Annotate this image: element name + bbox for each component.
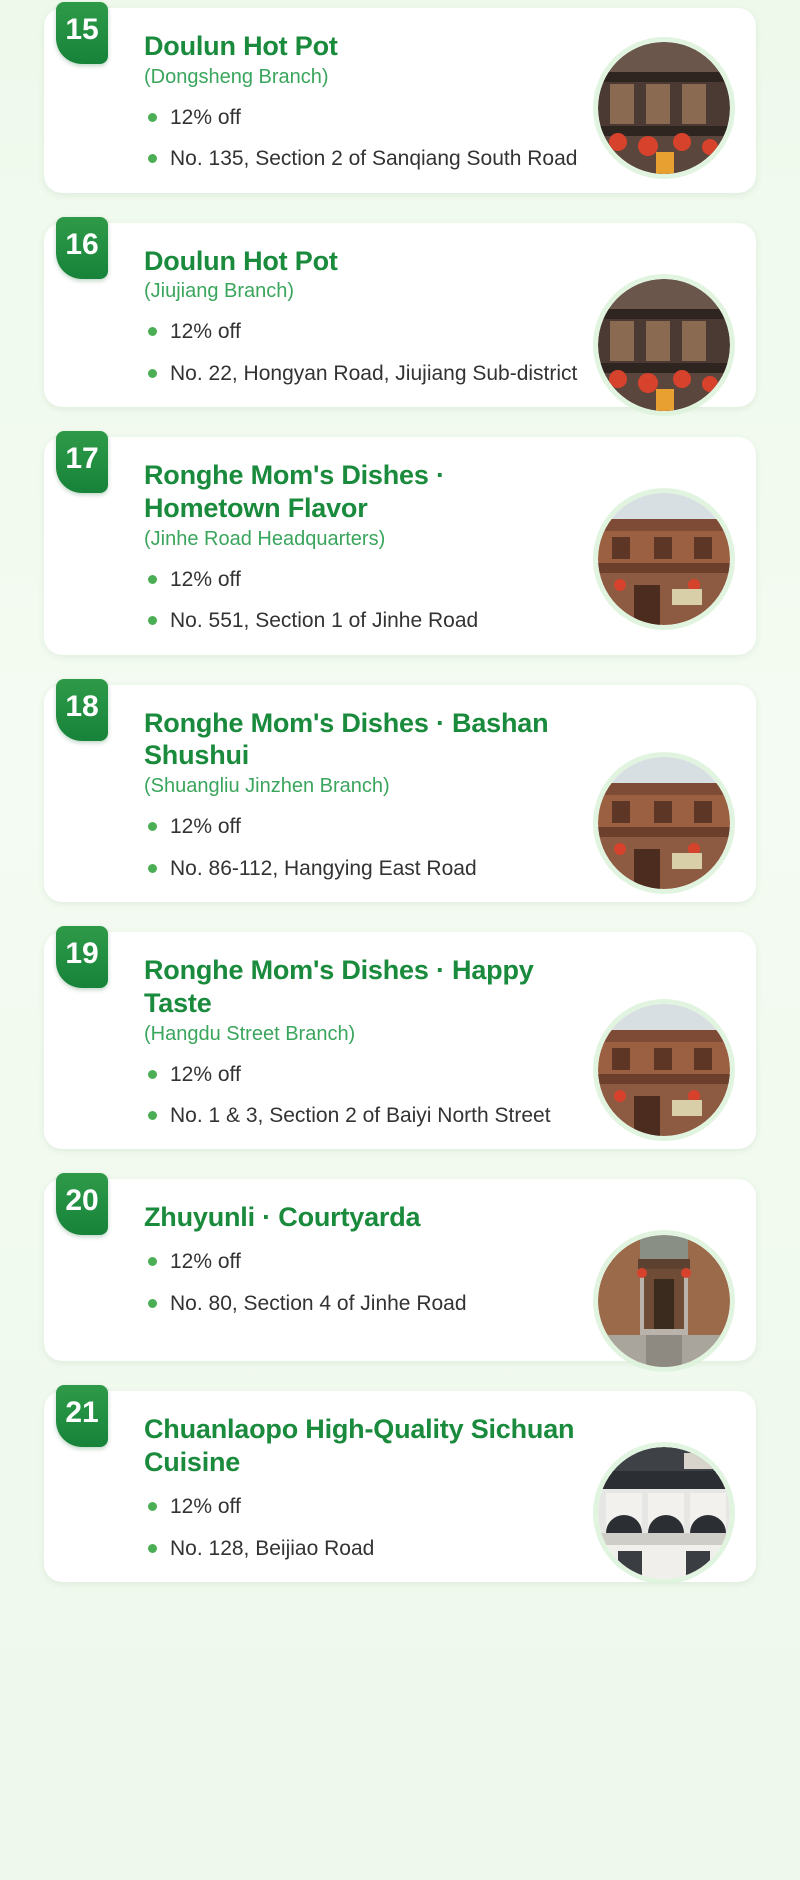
address-text: No. 551, Section 1 of Jinhe Road — [144, 607, 586, 634]
discount-text: 12% off — [144, 318, 586, 345]
discount-text: 12% off — [144, 1061, 586, 1088]
address-text: No. 128, Beijiao Road — [144, 1535, 586, 1562]
storefront-photo-chuanlaopo — [598, 1447, 730, 1579]
discount-text: 12% off — [144, 566, 586, 593]
merchant-card[interactable] — [44, 932, 756, 1149]
merchant-subtitle: (Dongsheng Branch) — [144, 65, 329, 88]
merchant-details — [144, 1248, 586, 1317]
address-text: No. 135, Section 2 of Sanqiang South Road — [144, 145, 586, 172]
address-text: No. 80, Section 4 of Jinhe Road — [144, 1290, 586, 1317]
merchant-subtitle: (Jiujiang Branch) — [144, 280, 295, 303]
merchant-title: Doulun Hot Pot — [144, 31, 338, 61]
merchant-title: Ronghe Mom's Dishes · Hometown Flavor — [144, 460, 445, 523]
rank-badge: 20 — [56, 1173, 108, 1235]
merchant-title: Ronghe Mom's Dishes · Happy Taste — [144, 955, 534, 1018]
storefront-photo-zhuyunli — [598, 1235, 730, 1367]
merchant-card[interactable] — [44, 437, 756, 654]
address-text: No. 22, Hongyan Road, Jiujiang Sub-district — [144, 360, 586, 387]
merchant-details — [144, 813, 586, 882]
address-text: No. 1 & 3, Section 2 of Baiyi North Street — [144, 1102, 586, 1129]
rank-badge: 16 — [56, 217, 108, 279]
discount-text: 12% off — [144, 104, 586, 131]
rank-badge: 15 — [56, 2, 108, 64]
discount-text: 12% off — [144, 1248, 586, 1275]
discount-text: 12% off — [144, 813, 586, 840]
rank-badge: 18 — [56, 679, 108, 741]
discount-text: 12% off — [144, 1493, 586, 1520]
merchant-card[interactable] — [44, 1179, 756, 1361]
merchant-card[interactable] — [44, 8, 756, 193]
address-text: No. 86-112, Hangying East Road — [144, 855, 586, 882]
merchant-title: Chuanlaopo High-Quality Sichuan Cuisine — [144, 1414, 575, 1478]
merchant-details — [144, 566, 586, 635]
merchant-details — [144, 104, 586, 173]
storefront-photo-ronghe-hangdu — [598, 1004, 730, 1136]
merchant-details — [144, 318, 586, 387]
merchant-details — [144, 1493, 586, 1562]
merchant-subtitle: (Shuangliu Jinzhen Branch) — [144, 775, 390, 798]
merchant-card[interactable] — [44, 223, 756, 408]
merchant-subtitle: (Jinhe Road Headquarters) — [144, 527, 386, 550]
merchant-details — [144, 1061, 586, 1130]
rank-badge: 19 — [56, 926, 108, 988]
merchant-list — [0, 8, 800, 1582]
storefront-photo-doulun-jiujiang — [598, 279, 730, 411]
rank-badge: 17 — [56, 431, 108, 493]
storefront-photo-ronghe-jinhe — [598, 493, 730, 625]
merchant-card[interactable] — [44, 685, 756, 902]
merchant-title: Ronghe Mom's Dishes · Bashan Shushui — [144, 707, 549, 771]
storefront-photo-doulun-dongsheng — [598, 42, 730, 174]
storefront-photo-ronghe-shuangliu — [598, 757, 730, 889]
merchant-subtitle: (Hangdu Street Branch) — [144, 1022, 356, 1045]
merchant-card[interactable] — [44, 1391, 756, 1581]
merchant-title: Zhuyunli · Courtyarda — [144, 1202, 421, 1233]
rank-badge: 21 — [56, 1385, 108, 1447]
merchant-title: Doulun Hot Pot — [144, 245, 338, 276]
